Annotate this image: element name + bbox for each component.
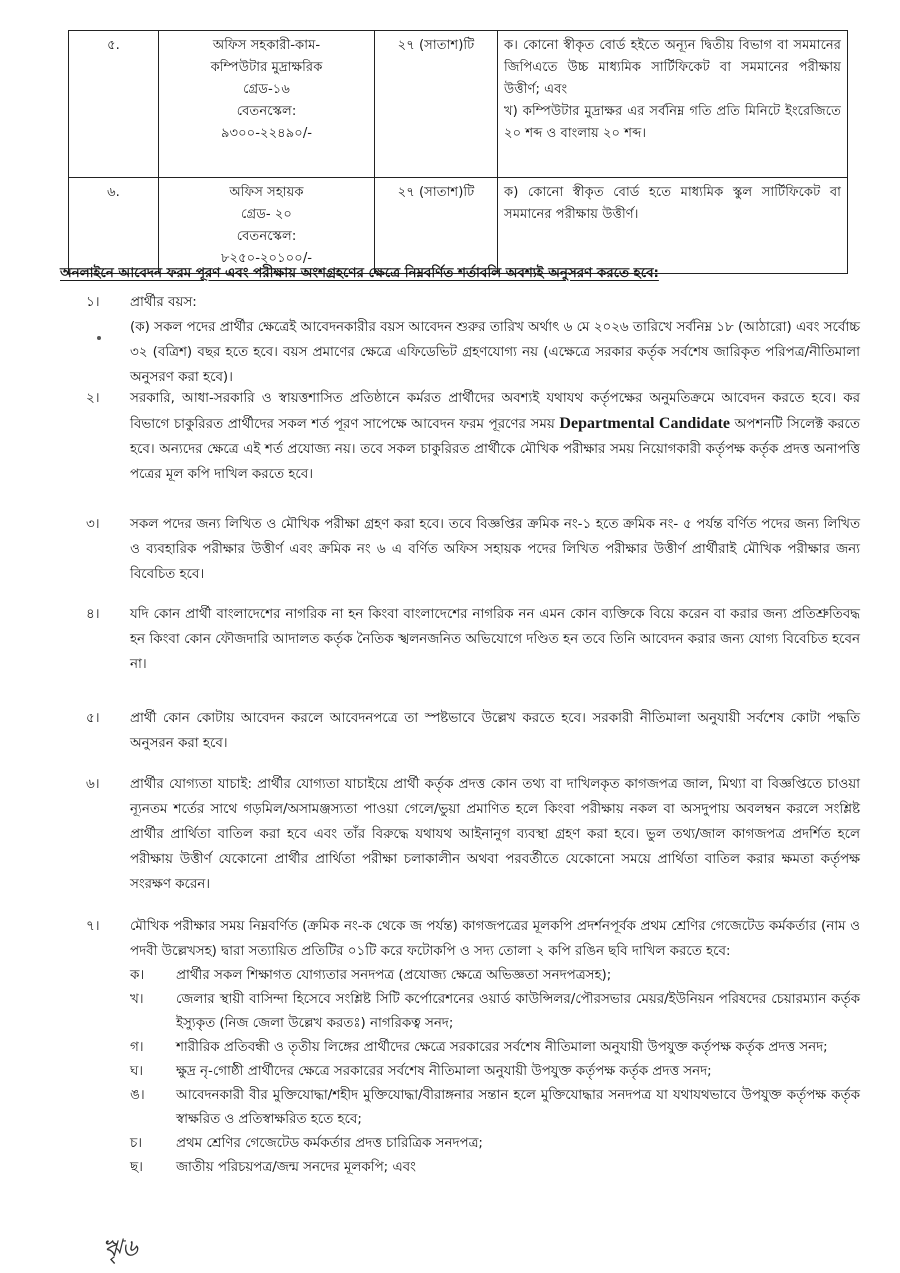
posts-table xyxy=(68,30,848,274)
item-text: অপশনটি সিলেক্ট করতে হবে। অন্যদের ক্ষেত্রে এই শর্ত প্রযোজ্য নয়। তবে সকল চাকুরিরত প্রার্থীকে মৌখিক পরীক্ষার সময় নিয়োগকারী কর্তৃপক্ষ কর্তৃক প্রদত্ত অনাপত্তি পত্রের মূল কপি দাখিল করতে হবে। xyxy=(130,417,860,482)
table-row xyxy=(69,178,848,274)
post-line: গ্রেড-১৬ xyxy=(243,82,290,97)
subitem-text: শারীরিক প্রতিবন্ধী ও তৃতীয় লিঙ্গের প্রার্থীদের ক্ষেত্রে সরকারের সর্বশেষ নীতিমালা অনুযায়ী উপযুক্ত কর্তৃপক্ষ কর্তৃক প্রদত্ত সনদ; xyxy=(176,1040,828,1055)
post-line: অফিস সহকারী-কাম- xyxy=(212,38,321,53)
subitem-text: জাতীয় পরিচয়পত্র/জন্ম সনদের মূলকপি; এবং xyxy=(176,1160,416,1175)
item-number: ৭। xyxy=(86,919,100,934)
subitem-label: ক। xyxy=(130,968,145,983)
subitem-text: প্রথম শ্রেণির গেজেটেড কর্মকর্তার প্রদত্ত চারিত্রিক সনদপত্র; xyxy=(176,1136,483,1151)
subitem-text: ক্ষুদ্র নৃ-গোষ্ঠী প্রার্থীদের ক্ষেত্রে সরকারের সর্বশেষ নীতিমালা অনুযায়ী উপযুক্ত কর্তৃপক্ষ কর্তৃক প্রদত্ত সনদ; xyxy=(176,1064,712,1079)
item-text: প্রার্থী কোন কোটায় আবেদন করলে আবেদনপত্রে তা স্পষ্টভাবে উল্লেখ করতে হবে। সরকারী নীতিমালা অনুযায়ী সর্বশেষ কোটা পদ্ধতি অনুসরন করা হবে। xyxy=(130,711,860,751)
item-number: ৩। xyxy=(86,517,100,532)
post-line: ৮২৫০-২০১০০/- xyxy=(220,251,313,266)
count-cell: ২৭ (সাতাশ)টি xyxy=(375,178,498,274)
serial-cell: ৫. xyxy=(69,31,159,178)
item-title: প্রার্থীর বয়স: xyxy=(130,295,197,310)
document-subitem xyxy=(130,1132,860,1156)
condition-item-2 xyxy=(86,386,860,487)
qualification-cell xyxy=(498,31,848,178)
qualification-line: ক। কোনো স্বীকৃত বোর্ড হইতে অন্যূন দ্বিতীয় বিভাগ বা সমমানের জিপিএতে উচ্চ মাধ্যমিক সার্টিফিকেট বা সমমানের পরীক্ষায় উত্তীর্ণ; এবং xyxy=(504,38,841,97)
qualification-cell xyxy=(498,178,848,274)
document-subitem xyxy=(130,1060,860,1084)
post-line: গ্রেড- ২০ xyxy=(240,207,293,222)
item-text: সকল পদের জন্য লিখিত ও মৌখিক পরীক্ষা গ্রহণ করা হবে। তবে বিজ্ঞপ্তির ক্রমিক নং-১ হতে ক্রমিক নং- ৫ পর্যন্ত বর্ণিত পদের জন্য লিখিত ও ব্যবহারিক পরীক্ষার উত্তীর্ণ এবং ক্রমিক নং ৬ এ বর্ণিত অফিস সহায়ক পদের লিখিত পরীক্ষার উত্তীর্ণ প্রার্থীরাই মৌখিক পরীক্ষার জন্য বিবেচিত হবে। xyxy=(130,517,860,582)
subitem-label: খ। xyxy=(130,992,144,1007)
item-number: ১। xyxy=(86,295,100,310)
subitem-label: চ। xyxy=(130,1136,143,1151)
document-subitem xyxy=(130,988,860,1036)
condition-item-7 xyxy=(86,914,860,1180)
post-cell xyxy=(159,178,375,274)
condition-item-1 xyxy=(86,290,860,390)
qualification-line: ক) কোনো স্বীকৃত বোর্ড হতে মাধ্যমিক স্কুল সার্টিফিকেট বা সমমানের পরীক্ষায় উত্তীর্ণ। xyxy=(504,185,841,222)
condition-item-4 xyxy=(86,602,860,677)
item-text: (ক) সকল পদের প্রার্থীর ক্ষেত্রেই আবেদনকারীর বয়স আবেদন শুরুর তারিখ অর্থাৎ ৬ মে ২০২৬ তারিখে সর্বনিম্ন ১৮ (আঠারো) এবং সর্বোচ্চ ৩২ (বত্রিশ) বছর হতে হবে। বয়স প্রমাণের ক্ষেত্রে এফিডেভিট গ্রহণযোগ্য নয় (এক্ষেত্রে সরকার কর্তৃক সর্বশেষ জারিকৃত পরিপত্র/নীতিমালা অনুসরণ করা হবে)। xyxy=(130,320,860,385)
document-subitem xyxy=(130,1156,860,1180)
qualification-line: খ) কম্পিউটার মুদ্রাক্ষর এর সর্বনিম্ন গতি প্রতি মিনিটে ইংরেজিতে ২০ শব্দ ও বাংলায় ২০ শব্দ। xyxy=(504,104,841,141)
subitem-label: ছ। xyxy=(130,1160,143,1175)
conditions-heading: অনলাইনে আবেদন ফরম পূরণ এবং পরীক্ষায় অংশগ্রহণের ক্ষেত্রে নিম্নবর্ণিত শর্তাবলি অবশ্যই অনুসরণ করতে হবে: xyxy=(60,266,659,281)
condition-item-5 xyxy=(86,706,860,756)
document-subitem xyxy=(130,1036,860,1060)
scan-mark xyxy=(97,336,101,340)
item-number: ৪। xyxy=(86,607,100,622)
post-line: ৯৩০০-২২৪৯০/- xyxy=(220,126,313,141)
item-number: ২। xyxy=(86,391,100,406)
document-subitem xyxy=(130,1084,860,1132)
subitem-label: গ। xyxy=(130,1040,144,1055)
subitem-text: প্রার্থীর সকল শিক্ষাগত যোগ্যতার সনদপত্র (প্রযোজ্য ক্ষেত্রে অভিজ্ঞতা সনদপত্রসহ); xyxy=(176,968,612,983)
document-subitem xyxy=(130,964,860,988)
handwritten-page-mark: ৠ৬ xyxy=(102,1234,138,1262)
item-number: ৫। xyxy=(86,711,100,726)
subitem-label: ঙ। xyxy=(130,1088,145,1103)
serial-cell: ৬. xyxy=(69,178,159,274)
item-text: প্রার্থীর যোগ্যতা যাচাই: প্রার্থীর যোগ্যতা যাচাইয়ে প্রার্থী কর্তৃক প্রদত্ত কোন তথ্য বা দাখিলকৃত কাগজপত্র জাল, মিথ্যা বা বিজ্ঞপ্তিতে চাওয়া ন্যূনতম শর্তের সাথে গড়মিল/অসামঞ্জস্যতা পাওয়া গেলে/ভুয়া প্রমাণিত হলে কিংবা পরীক্ষায় নকল বা অসদুপায় অবলম্বন করলে সংশ্লিষ্ট প্রার্থীর প্রার্থিতা বাতিল করা হবে এবং তাঁর বিরুদ্ধে যথাযথ আইনানুগ ব্যবস্থা গ্রহণ করা হবে। ভুল তথ্য/জাল কাগজপত্র প্রদর্শিত হলে পরীক্ষায় উত্তীর্ণ যেকোনো প্রার্থীর প্রার্থিতা পরীক্ষা চলাকালীন অথবা পরবর্তীতে যেকোনো সময়ে প্রার্থিতা বাতিল করার ক্ষমতা কর্তৃপক্ষ সংরক্ষণ করেন। xyxy=(130,777,860,892)
table-row xyxy=(69,31,848,178)
post-line: বেতনস্কেল: xyxy=(236,104,297,119)
condition-item-3 xyxy=(86,512,860,587)
condition-item-6 xyxy=(86,772,860,897)
post-line: কম্পিউটার মুদ্রাক্ষরিক xyxy=(210,60,323,75)
subitem-text: জেলার স্থায়ী বাসিন্দা হিসেবে সংশ্লিষ্ট সিটি কর্পোরেশনের ওয়ার্ড কাউন্সিলর/পৌরসভার মেয়র/ইউনিয়ন পরিষদের চেয়ারম্যান কর্তৃক ইস্যুকৃত (নিজ জেলা উল্লেখ করতঃ) নাগরিকত্ব সনদ; xyxy=(176,992,860,1031)
subitem-label: ঘ। xyxy=(130,1064,144,1079)
departmental-candidate-option: Departmental Candidate xyxy=(559,415,731,432)
item-text: যদি কোন প্রার্থী বাংলাদেশের নাগরিক না হন কিংবা বাংলাদেশের নাগরিক নন এমন কোন ব্যক্তিকে বিয়ে করেন বা করার জন্য প্রতিশ্রুতিবদ্ধ হন কিংবা কোন ফৌজদারি আদালত কর্তৃক নৈতিক স্খলনজনিত অভিযোগে দণ্ডিত হন তবে তিনি আবেদন করার জন্য যোগ্য বিবেচিত হবেন না। xyxy=(130,607,860,672)
item-text: সরকারি, আধা-সরকারি ও স্বায়ত্তশাসিত প্রতিষ্ঠানে কর্মরত প্রার্থীদের অবশ্যই যথাযথ কর্তৃপক্ষের অনুমতিক্রমে আবেদন করতে হবে। কর বিভাগে চাকুরিরত প্রার্থীদের সকল শর্ত পূরণ সাপেক্ষে আবেদন ফরম পূরণের সময় xyxy=(130,391,860,432)
count-cell: ২৭ (সাতাশ)টি xyxy=(375,31,498,178)
item-text: মৌখিক পরীক্ষার সময় নিম্নবর্ণিত (ক্রমিক নং-ক থেকে জ পর্যন্ত) কাগজপত্রের মূলকপি প্রদর্শনপূর্বক প্রথম শ্রেণির গেজেটেড কর্মকর্তার (নাম ও পদবী উল্লেখসহ) দ্বারা সত্যায়িত প্রতিটির ০১টি করে ফটোকপি ও সদ্য তোলা ২ কপি রঙিন ছবি দাখিল করতে হবে: xyxy=(130,919,860,959)
subitem-text: আবেদনকারী বীর মুক্তিযোদ্ধা/শহীদ মুক্তিযোদ্ধা/বীরাঙ্গনার সন্তান হলে মুক্তিযোদ্ধার সনদপত্র যা যথাযথভাবে উপযুক্ত কর্তৃপক্ষ কর্তৃক স্বাক্ষরিত ও প্রতিস্বাক্ষরিত হতে হবে; xyxy=(176,1088,860,1127)
item-number: ৬। xyxy=(86,777,100,792)
post-line: অফিস সহায়ক xyxy=(229,185,304,200)
post-cell xyxy=(159,31,375,178)
post-line: বেতনস্কেল: xyxy=(236,229,297,244)
